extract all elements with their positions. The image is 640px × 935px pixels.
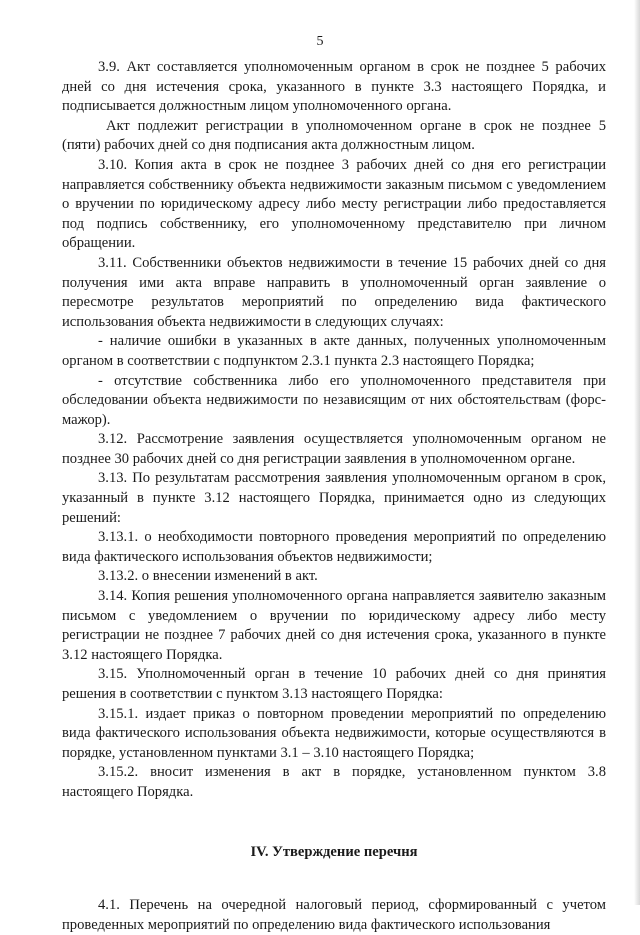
paragraph-3-10: 3.10. Копия акта в срок не позднее 3 рабочих дней со дня его регистрации направляется собственнику объекта недвижимости заказным письмом с уведомлением о вручении по юридическому адресу либо месту регистрации либо предоставляется под подпись собственнику, его уполномоченному представителю при личном обращении.: [62, 156, 606, 252]
paragraph-4-1: 4.1. Перечень на очередной налоговый период, сформированный с учетом проведенных мероприятий по определению вида фактического использования: [62, 897, 606, 933]
paragraph-3-13-2: 3.13.2. о внесении изменений в акт.: [98, 568, 318, 585]
paragraph-case-absence: - отсутствие собственника либо его уполномоченного представителя при обследовании объекта недвижимости по независящим от них обстоятельствам (форс-мажор).: [62, 372, 606, 428]
paragraph-act-registration: Акт подлежит регистрации в уполномоченном органе в срок не позднее 5 (пяти) рабочих дней со дня подписания акта должностным лицом.: [62, 117, 606, 154]
paragraph-3-15: 3.15. Уполномоченный орган в течение 10 рабочих дней со дня принятия решения в соответствии с пунктом 3.13 настоящего Порядка:: [62, 666, 606, 702]
paragraph-3-13-1: 3.13.1. о необходимости повторного проведения мероприятий по определению вида фактического использования объектов недвижимости;: [62, 529, 606, 565]
paragraph-case-error: - наличие ошибки в указанных в акте данных, полученных уполномоченным органом в соответствии с подпунктом 2.3.1 пункта 2.3 настоящего Порядка;: [62, 333, 606, 369]
document-body: [62, 58, 606, 935]
paragraph-3-13: 3.13. По результатам рассмотрения заявления уполномоченным органом в срок, указанный в пункте 3.12 настоящего Порядка, принимается одно из следующих решений:: [62, 470, 606, 526]
paragraph-3-12: 3.12. Рассмотрение заявления осуществляется уполномоченным органом не позднее 30 рабочих дней со дня регистрации заявления в уполномоченном органе.: [62, 431, 606, 467]
paragraph-3-15-1: 3.15.1. издает приказ о повторном проведении мероприятий по определению вида фактического использования объекта недвижимости, которые осуществляются в порядке, установленном пунктами 3.1 – 3.10 настоящего Порядка;: [62, 705, 606, 761]
scan-edge-shadow: [634, 0, 640, 905]
paragraph-3-14: 3.14. Копия решения уполномоченного органа направляется заявителю заказным письмом с уведомлением о вручении по юридическому адресу либо месту регистрации не позднее 7 рабочих дней со дня истечения срока, указанного в пункте 3.12 настоящего Порядка.: [62, 588, 606, 663]
paragraph-3-15-2: 3.15.2. вносит изменения в акт в порядке, установленном пунктом 3.8 настоящего Порядка.: [62, 764, 606, 800]
paragraph-3-11: 3.11. Собственники объектов недвижимости в течение 15 рабочих дней со дня получения ими акта вправе направить в уполномоченный орган заявление о пересмотре результатов мероприятий по определению вида фактического использования объекта недвижимости в следующих случаях:: [62, 254, 606, 330]
page-number: 5: [316, 34, 324, 49]
section-title: IV. Утверждение перечня: [250, 843, 418, 860]
paragraph-3-9: 3.9. Акт составляется уполномоченным органом в срок не позднее 5 рабочих дней со дня истечения срока, указанного в пункте 3.3 настоящего Порядка, и подписывается должностным лицом уполномоченного органа.: [62, 59, 606, 115]
